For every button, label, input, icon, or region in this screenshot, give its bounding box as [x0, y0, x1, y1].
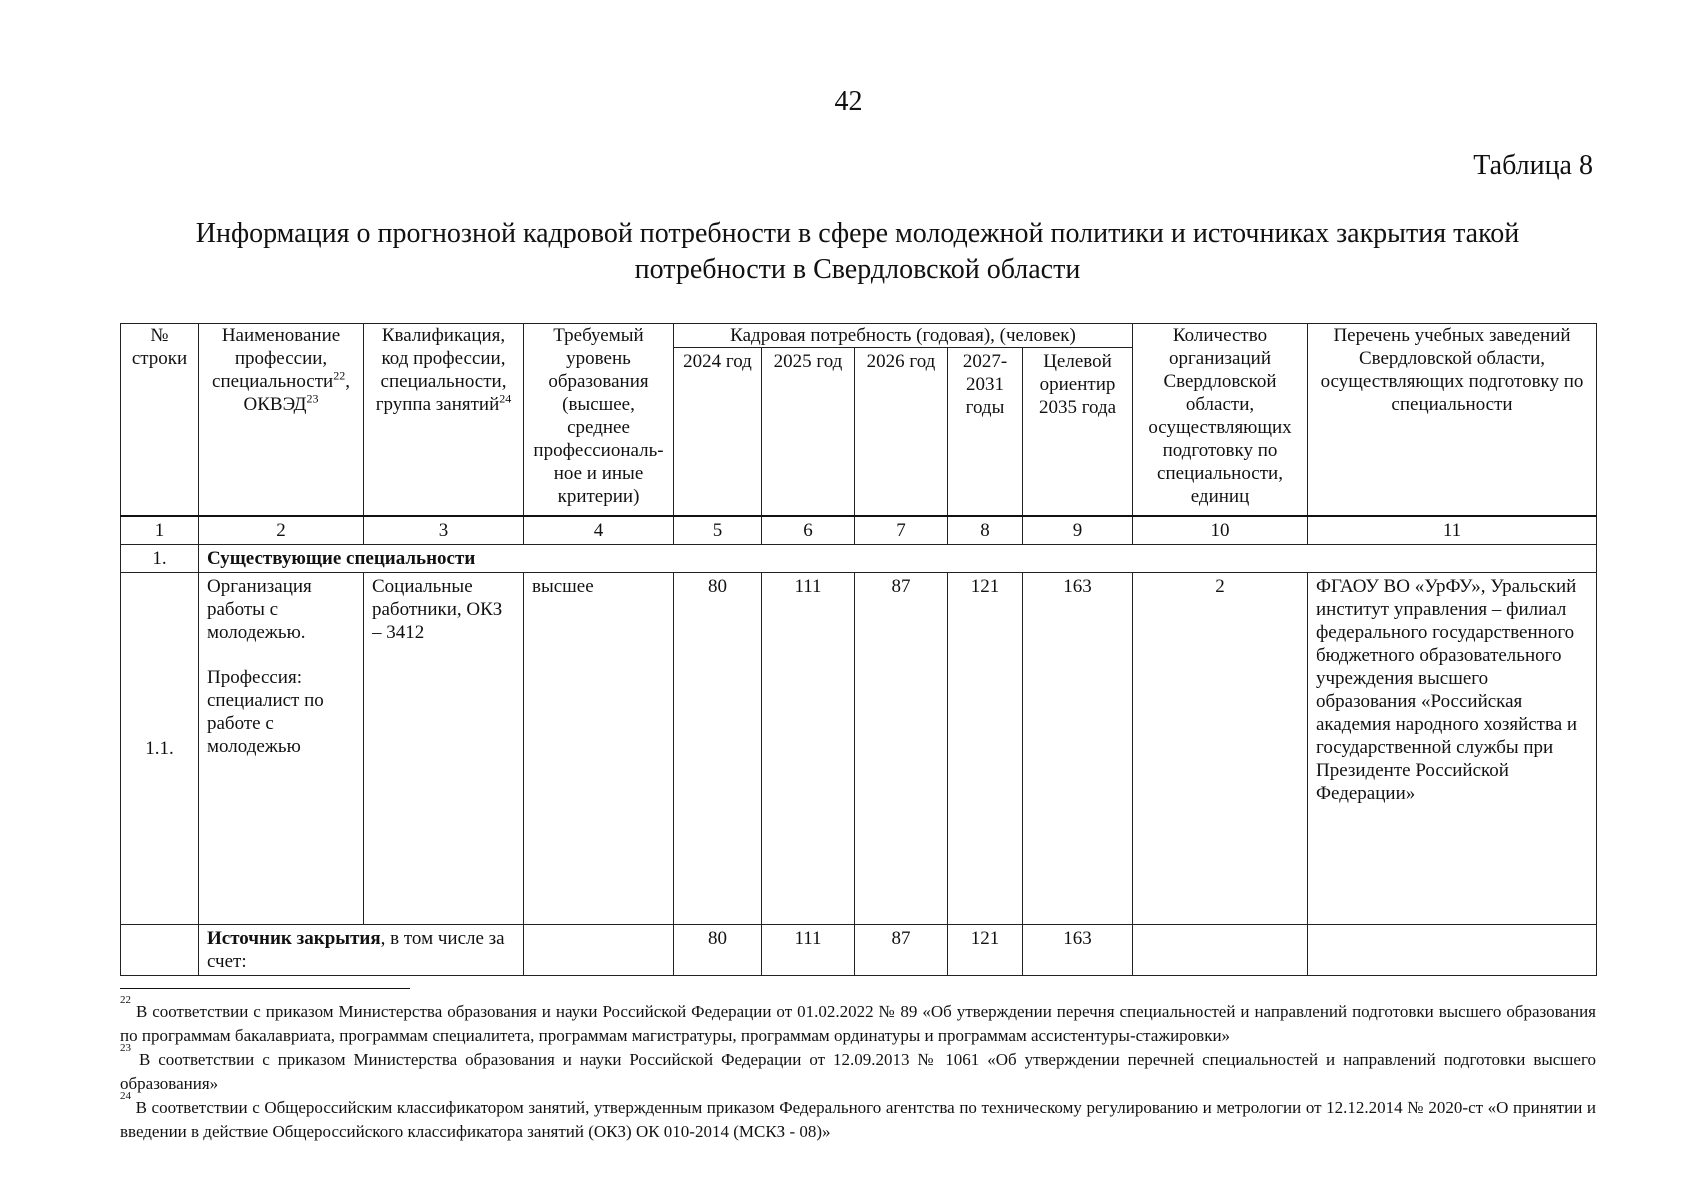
- source-2027-2031: 121: [948, 924, 1023, 975]
- column-number: 10: [1133, 516, 1308, 545]
- staffing-needs-table: [120, 323, 1597, 976]
- column-number: 8: [948, 516, 1023, 545]
- profession-area: Организация работы с молодежью.: [207, 575, 312, 643]
- source-2026: 87: [855, 924, 948, 975]
- header-education: Требуемый уровень образования (высшее, среднее профессиональ-ное и иные критерии): [524, 324, 674, 516]
- source-empty: [524, 924, 674, 975]
- footnotes: [120, 994, 1596, 1144]
- column-number: 3: [364, 516, 524, 545]
- table-label: Таблица 8: [1473, 150, 1593, 181]
- column-number: 11: [1308, 516, 1597, 545]
- column-number: 4: [524, 516, 674, 545]
- document-title: Информация о прогнозной кадровой потребности в сфере молодежной политики и источниках закрытия такой потребности в Свердловской области: [195, 218, 1520, 285]
- source-row: [121, 924, 1597, 975]
- row-profession: [199, 572, 364, 924]
- row-target-2035: 163: [1023, 572, 1133, 924]
- row-qualification: Социальные работники, ОКЗ – 3412: [364, 572, 524, 924]
- column-number: 2: [199, 516, 364, 545]
- header-org-count: Количество организаций Свердловской области, осуществляющих подготовку по специальности, единиц: [1133, 324, 1308, 516]
- header-target-2035: Целевой ориентир 2035 года: [1023, 348, 1133, 516]
- table-row: [121, 572, 1597, 924]
- header-staffing-group: Кадровая потребность (годовая), (человек): [674, 324, 1133, 348]
- source-empty: [121, 924, 199, 975]
- column-number: 6: [762, 516, 855, 545]
- row-org-count: 2: [1133, 572, 1308, 924]
- source-empty: [1308, 924, 1597, 975]
- section-number: 1.: [121, 544, 199, 572]
- row-number: 1.1.: [121, 572, 199, 924]
- footnote-23: $^{23}$ В соответствии с приказом Министерства образования и науки Российской Федерации от 12.09.2013 № 1061 «Об утверждении перечней специальностей и направлений подготовки высшего образования»: [120, 1042, 1596, 1093]
- source-2024: 80: [674, 924, 762, 975]
- header-2027-2031: 2027-2031 годы: [948, 348, 1023, 516]
- column-number-row: [121, 516, 1597, 545]
- row-2026: 87: [855, 572, 948, 924]
- row-institutions: ФГАОУ ВО «УрФУ», Уральский институт управления – филиал федерального государственного бюджетного образовательного учреждения высшего образования «Российская академия народного хозяйства и государственной службы при Президенте Российской Федерации»: [1308, 572, 1597, 924]
- source-target-2035: 163: [1023, 924, 1133, 975]
- header-profession: Наименование профессии, специальности$^{22}$, ОКВЭД$^{23}$: [199, 324, 364, 516]
- row-2027-2031: 121: [948, 572, 1023, 924]
- header-2026: 2026 год: [855, 348, 948, 516]
- row-2025: 111: [762, 572, 855, 924]
- section-row: [121, 544, 1597, 572]
- footnote-22: $^{22}$ В соответствии с приказом Министерства образования и науки Российской Федерации от 01.02.2022 № 89 «Об утверждении перечня специальностей и направлений подготовки высшего образования по программам бакалавриата, программам специалитета, программам магистратуры, программам ординатуры и программам ассистентуры-стажировки»: [120, 994, 1596, 1045]
- page-number: 42: [834, 86, 863, 117]
- footnote-24: $^{24}$ В соответствии с Общероссийским классификатором занятий, утвержденным приказом Федерального агентства по техническому регулированию и метрологии от 12.12.2014 № 2020-ст «О принятии и введении в действие Общероссийского классификатора занятий (ОКЗ) ОК 010-2014 (МСКЗ - 08)»: [120, 1090, 1596, 1141]
- row-2024: 80: [674, 572, 762, 924]
- header-row-1: [121, 324, 1597, 348]
- profession-title: Профессия: специалист по работе с молодежью: [207, 666, 324, 757]
- source-2025: 111: [762, 924, 855, 975]
- column-number: 5: [674, 516, 762, 545]
- header-2025: 2025 год: [762, 348, 855, 516]
- source-label: Источник закрытия, в том числе за счет:: [199, 924, 524, 975]
- row-education: высшее: [524, 572, 674, 924]
- column-number: 1: [121, 516, 199, 545]
- source-empty: [1133, 924, 1308, 975]
- header-institutions: Перечень учебных заведений Свердловской области, осуществляющих подготовку по специальности: [1308, 324, 1597, 516]
- column-number: 7: [855, 516, 948, 545]
- column-number: 9: [1023, 516, 1133, 545]
- header-2024: 2024 год: [674, 348, 762, 516]
- header-row-number: № строки: [121, 324, 199, 516]
- header-qualification: Квалификация, код профессии, специальности, группа занятий$^{24}$: [364, 324, 524, 516]
- section-title: Существующие специальности: [199, 544, 1597, 572]
- footnote-divider: [120, 988, 410, 989]
